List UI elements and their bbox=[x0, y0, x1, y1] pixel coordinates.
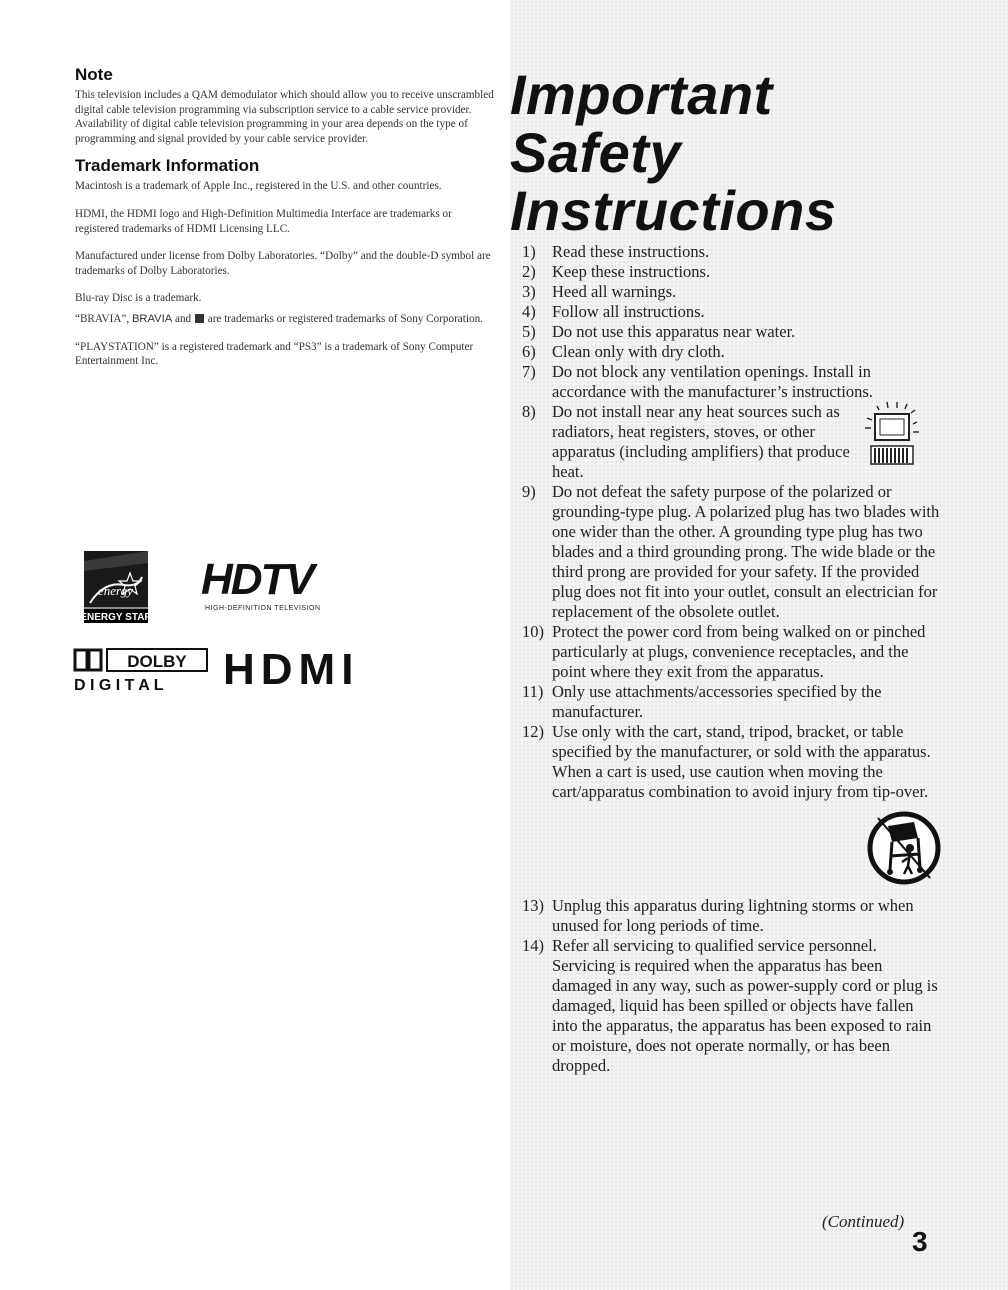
cart-tip-over-warning-icon bbox=[868, 808, 940, 888]
hdtv-subtitle: HIGH-DEFINITION TELEVISION bbox=[205, 605, 321, 612]
hdtv-logo bbox=[195, 552, 345, 616]
bravia-and: and bbox=[174, 312, 192, 325]
title-line-3: Instructions bbox=[510, 179, 837, 242]
trademark-playstation: “PLAYSTATION” is a registered trademark and “PS3” is a trademark of Sony Computer Entertainment Inc. bbox=[75, 340, 474, 368]
bravia-rest: are trademarks or registered trademarks of Sony Corporation. bbox=[207, 312, 483, 325]
list-item: 1) Read these instructions. bbox=[522, 242, 710, 261]
list-item: 6) Clean only with dry cloth. bbox=[522, 342, 725, 361]
trademark-macintosh: Macintosh is a trademark of Apple Inc., registered in the U.S. and other countries. bbox=[75, 180, 442, 193]
list-item: 5) Do not use this apparatus near water. bbox=[522, 322, 796, 341]
hdmi-text: HDMI bbox=[223, 645, 360, 694]
list-item: 2) Keep these instructions. bbox=[522, 262, 711, 281]
list-item: 10) Protect the power cord from being walked on or pinched particularly at plugs, convenience receptacles, and the point where they exit from the apparatus. bbox=[522, 622, 926, 681]
title-line-1: Important bbox=[510, 63, 773, 126]
heat-source-icon bbox=[857, 396, 927, 466]
bravia-sync-icon bbox=[195, 314, 204, 323]
left-column bbox=[75, 65, 495, 369]
list-item: 14) Refer all servicing to qualified service personnel. Servicing is required when the apparatus has been damaged in any way, such as power-supply cord or plug is damaged, liquid has been spilled or objects have fallen into the apparatus, the apparatus has been exposed to rain or moisture, does not operate normally, or has been dropped. bbox=[522, 936, 938, 1075]
trademark-hdmi: HDMI, the HDMI logo and High-Definition Multimedia Interface are trademarks or registered trademarks of HDMI Licensing LLC. bbox=[75, 207, 452, 235]
list-item: 4) Follow all instructions. bbox=[522, 302, 705, 321]
safety-instructions-list bbox=[522, 242, 942, 1076]
bravia-logotype: BRAVIA bbox=[131, 312, 173, 325]
list-item: 8) Do not install near any heat sources such as radiators, heat registers, stoves, or other apparatus (including amplifiers) that produce heat. bbox=[522, 402, 942, 482]
list-item: 11) Only use attachments/accessories specified by the manufacturer. bbox=[522, 682, 882, 721]
list-item: 9) Do not defeat the safety purpose of the polarized or grounding-type plug. A polarized plug has two blades with one wider than the other. A grounding type plug has two blades and a third grounding prong. The wide blade or the third prong are provided for your safety. If the provided plug does not fit into your outlet, consult an electrician for replacement of the obsolete outlet. bbox=[522, 482, 940, 621]
title-line-2: Safety bbox=[510, 121, 682, 184]
trademark-heading: Trademark Information bbox=[75, 156, 260, 176]
dolby-digital-logo bbox=[74, 648, 214, 694]
dolby-text: DOLBY bbox=[127, 652, 187, 671]
list-item: 13) Unplug this apparatus during lightning storms or when unused for long periods of time. bbox=[522, 896, 914, 935]
trademark-bluray: Blu-ray Disc is a trademark. bbox=[75, 292, 202, 305]
trademark-dolby: Manufactured under license from Dolby Laboratories. “Dolby” and the double-D symbol are trademarks of Dolby Laboratories. bbox=[75, 250, 491, 277]
energy-star-script: energy bbox=[98, 583, 133, 598]
note-heading: Note bbox=[75, 65, 113, 84]
energy-star-label: ENERGY STAR bbox=[80, 612, 152, 623]
continued-label: (Continued) bbox=[822, 1212, 905, 1231]
page-title bbox=[510, 63, 837, 242]
list-item: 12) Use only with the cart, stand, tripod, bracket, or table specified by the manufacturer, or sold with the apparatus. When a cart is used, use caution when moving the cart/apparatus combination to avoid injury from tip-over. bbox=[522, 722, 942, 888]
list-item: 3) Heed all warnings. bbox=[522, 282, 677, 301]
page-number: 3 bbox=[912, 1226, 928, 1257]
dolby-digital-text: D I G I T A L bbox=[74, 677, 164, 694]
list-item: 7) Do not block any ventilation openings. Install in accordance with the manufacturer’s instructions. bbox=[522, 362, 873, 401]
note-body: This television includes a QAM demodulator which should allow you to receive unscrambled digital cable television programming via subscription service to a cable service provider. Availability of digital cable television programming in your area depends on the type of programming and signal provided by your cable service provider. bbox=[75, 89, 494, 145]
energy-star-logo bbox=[80, 551, 152, 623]
hdtv-text: HDTV bbox=[201, 555, 313, 604]
trademark-bravia bbox=[75, 312, 495, 327]
hdmi-logo bbox=[223, 645, 373, 694]
bravia-quoted: “BRAVIA”, bbox=[75, 312, 130, 325]
